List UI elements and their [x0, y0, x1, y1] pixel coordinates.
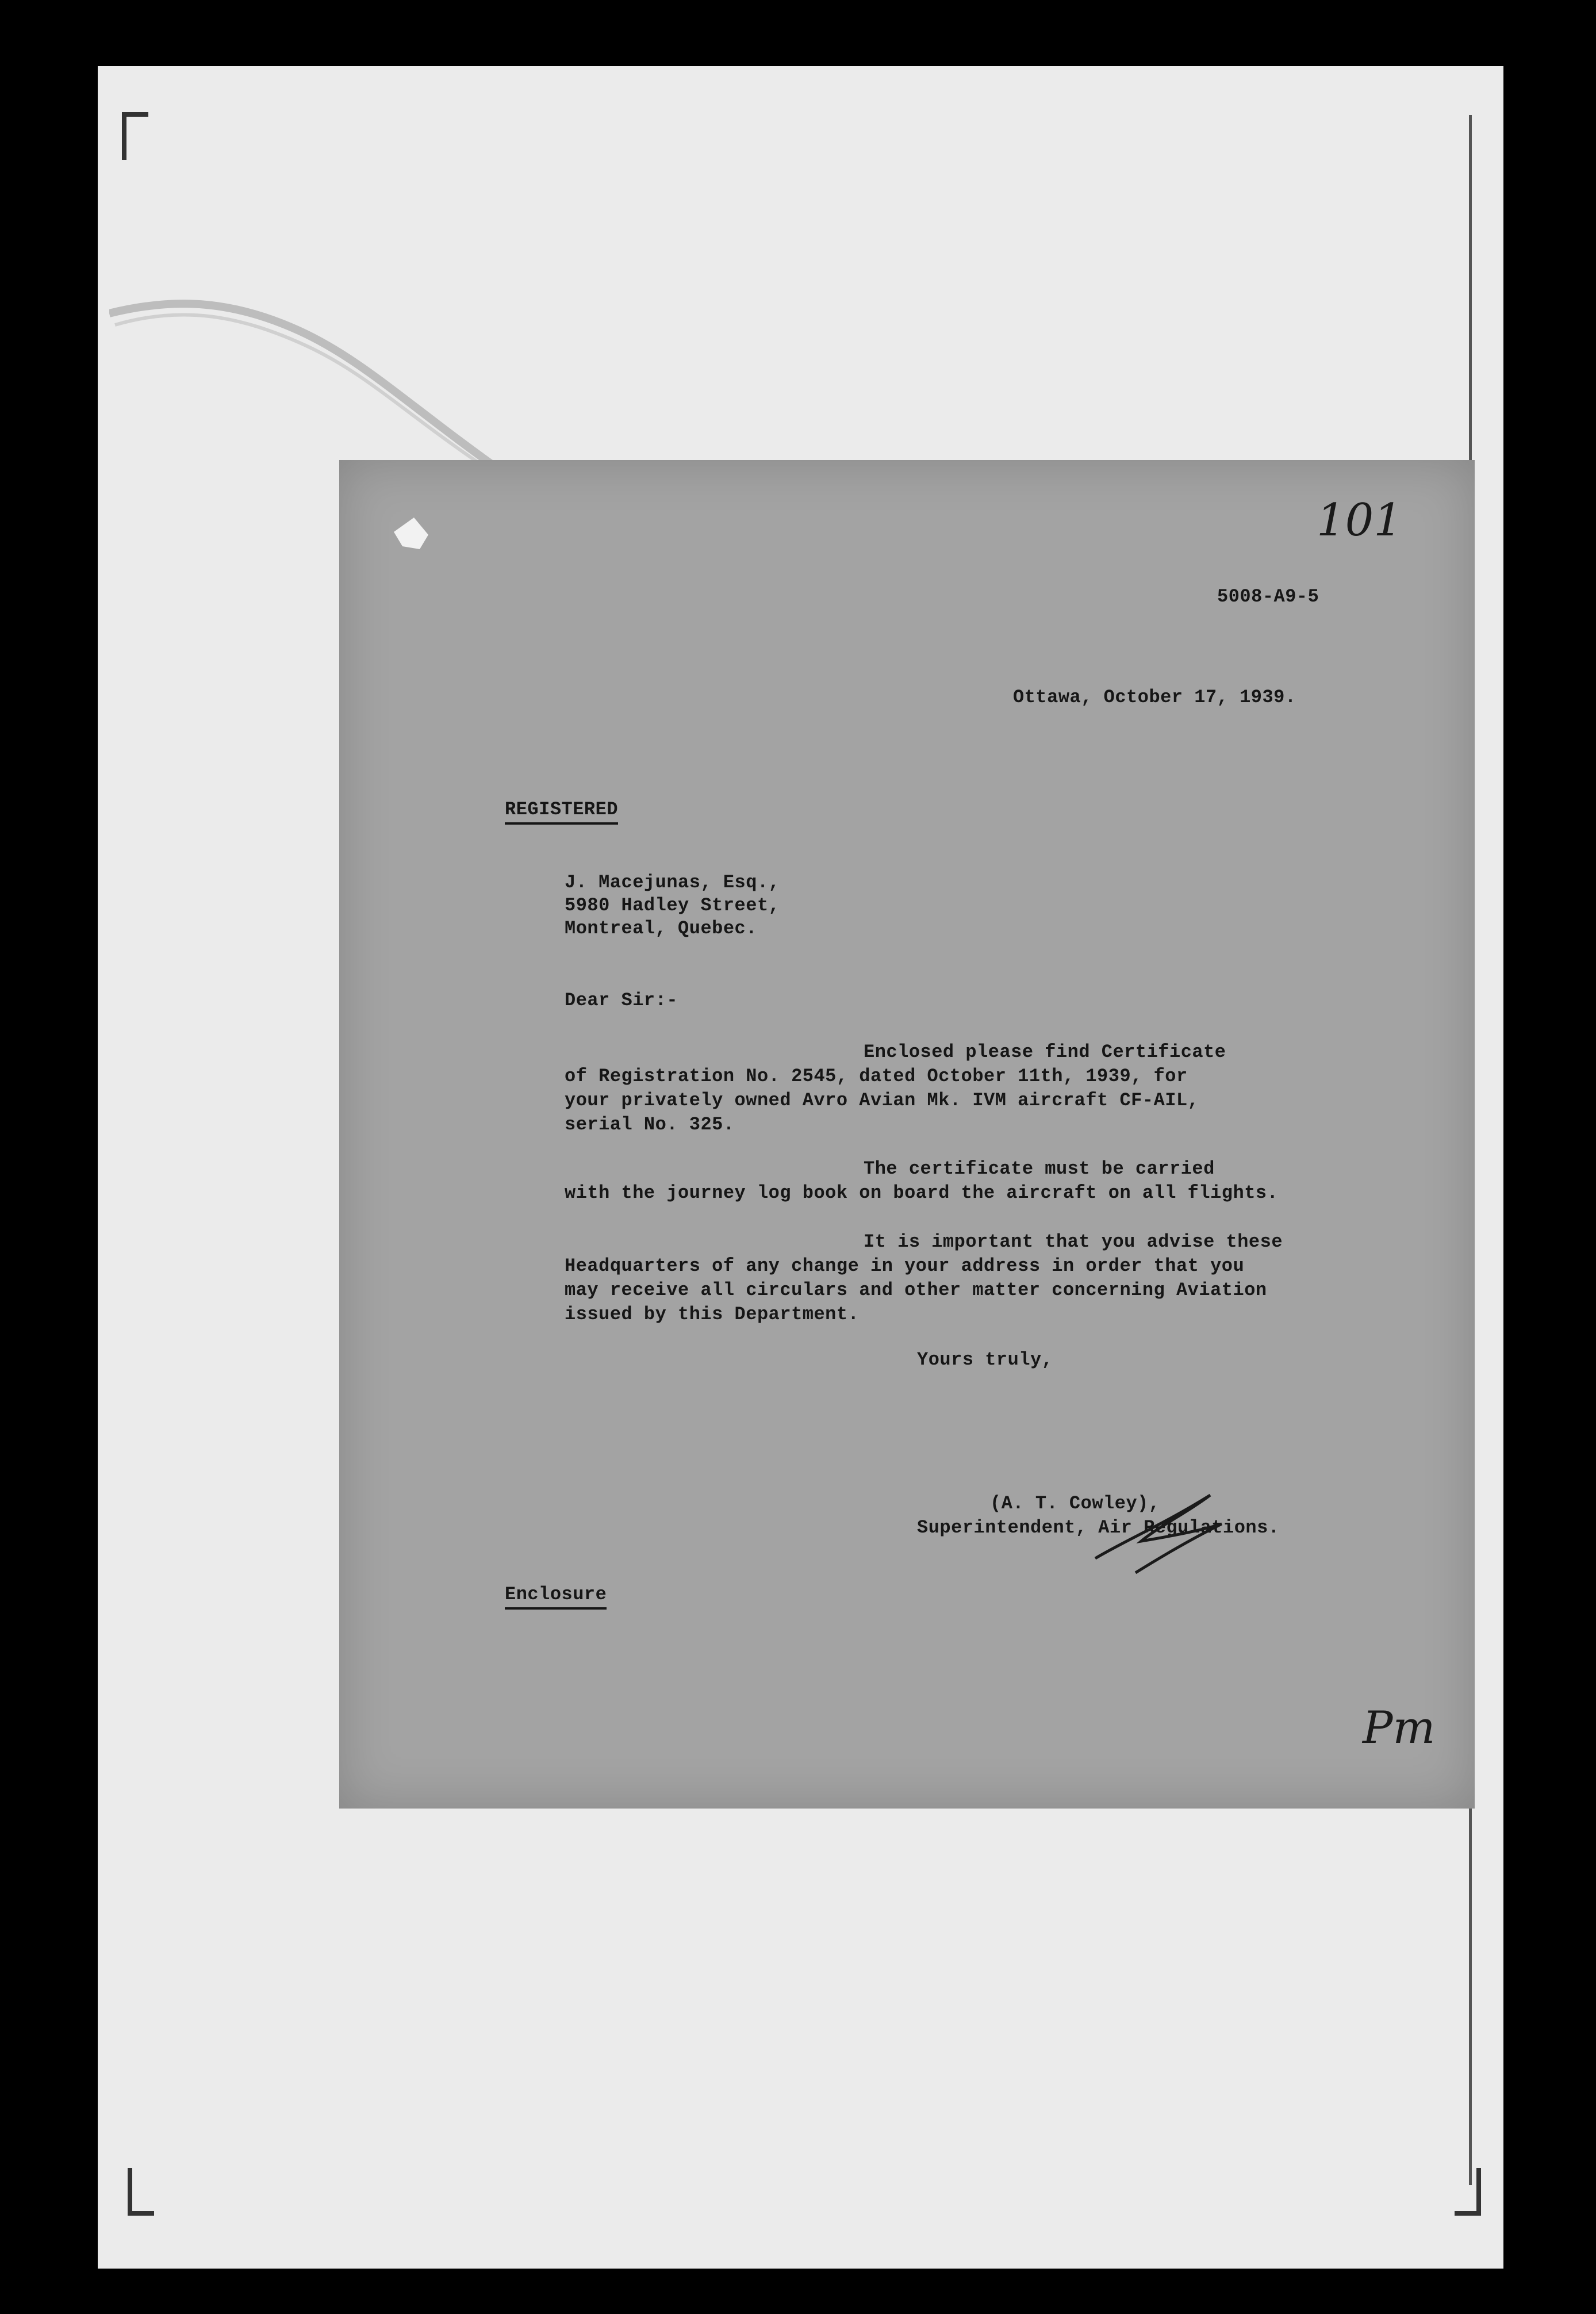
paragraph-1-line-4: serial No. 325.: [565, 1114, 735, 1135]
paragraph-3-line-1: It is important that you advise these: [864, 1231, 1283, 1252]
signatory-title: Superintendent, Air Regulations.: [917, 1517, 1280, 1538]
paragraph-1-line-3: your privately owned Avro Avian Mk. IVM aircraft CF-AIL,: [565, 1090, 1199, 1111]
paragraph-3-line-3: may receive all circulars and other matter concerning Aviation: [565, 1279, 1267, 1301]
recipient-street: 5980 Hadley Street,: [565, 895, 780, 916]
paragraph-3-line-4: issued by this Department.: [565, 1304, 860, 1325]
handwritten-initials: Pm: [1363, 1702, 1436, 1754]
handwritten-page-number: 101: [1317, 495, 1402, 546]
closing: Yours truly,: [917, 1349, 1053, 1370]
signature-icon: [1072, 1472, 1250, 1581]
crop-mark-bottom-left: [128, 2168, 154, 2216]
string-icon: [109, 290, 512, 480]
crop-mark-top-left: [122, 112, 148, 160]
paragraph-1-line-2: of Registration No. 2545, dated October 11th, 1939, for: [565, 1066, 1188, 1087]
torn-corner-icon: [388, 515, 434, 555]
recipient-name: J. Macejunas, Esq.,: [565, 872, 780, 893]
salutation: Dear Sir:-: [565, 990, 678, 1011]
crop-mark-bottom-right: [1455, 2168, 1481, 2216]
paragraph-2-line-1: The certificate must be carried: [864, 1158, 1215, 1179]
paragraph-1-line-1: Enclosed please find Certificate: [864, 1041, 1226, 1063]
paragraph-2-line-2: with the journey log book on board the aircraft on all flights.: [565, 1182, 1279, 1204]
registered-marking: REGISTERED: [505, 798, 618, 825]
letter-sheet: [339, 460, 1475, 1809]
file-number: 5008-A9-5: [1217, 586, 1319, 607]
place-date: Ottawa, October 17, 1939.: [1013, 687, 1296, 708]
paragraph-3-line-2: Headquarters of any change in your address in order that you: [565, 1255, 1245, 1277]
enclosure-note: Enclosure: [505, 1583, 607, 1610]
signatory-name: (A. T. Cowley),: [990, 1493, 1160, 1514]
recipient-city: Montreal, Quebec.: [565, 918, 757, 939]
